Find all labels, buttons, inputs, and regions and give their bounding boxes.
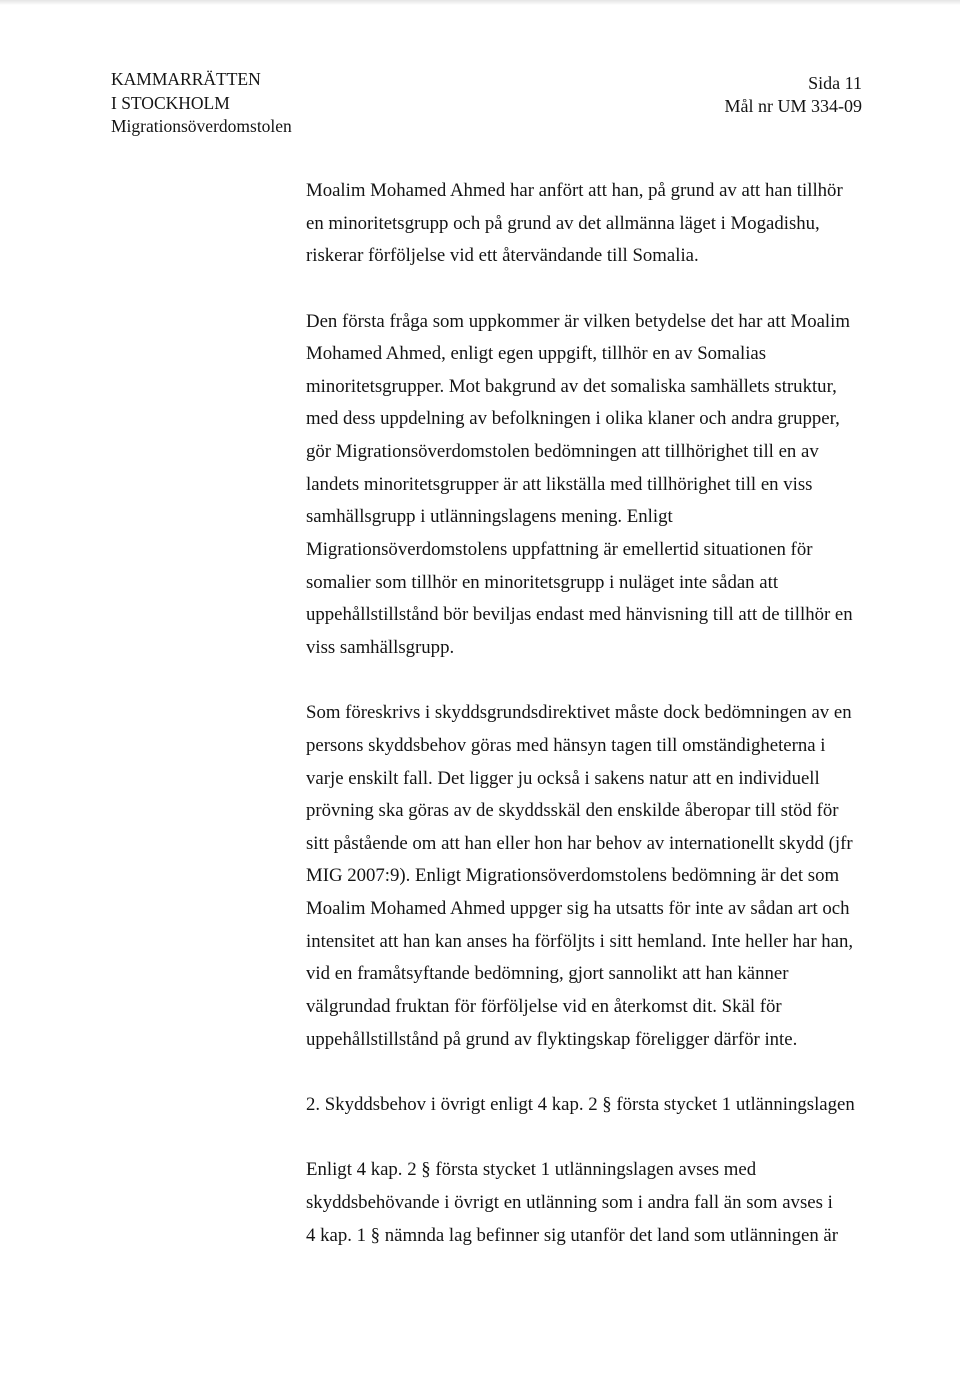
paragraph-line: Moalim Mohamed Ahmed har anfört att han, på grund av att han tillhör <box>306 180 843 201</box>
paragraph-line: uppehållstillstånd på grund av flyktingskap föreligger därför inte. <box>306 1028 798 1050</box>
paragraph-line: en minoritetsgrupp och på grund av det allmänna läget i Mogadishu, <box>306 212 820 234</box>
court-header <box>111 68 292 139</box>
paragraph-line: med dess uppdelning av befolkningen i olika klaner och andra grupper, <box>306 408 840 430</box>
court-division: Migrationsöverdomstolen <box>111 116 292 136</box>
paragraph-3 <box>306 697 886 1056</box>
page-number: Sida 11 <box>808 73 862 93</box>
paragraph-line: MIG 2007:9). Enligt Migrationsöverdomstolens bedömning är det som <box>306 865 840 887</box>
paragraph-line: varje enskilt fall. Det ligger ju också i sakens natur att en individuell <box>306 767 820 789</box>
paragraph-line: Mohamed Ahmed, enligt egen uppgift, tillhör en av Somalias <box>306 343 767 365</box>
case-number: Mål nr UM 334-09 <box>724 96 862 116</box>
paragraph-line: viss samhällsgrupp. <box>306 636 455 658</box>
paragraph-line: minoritetsgrupper. Mot bakgrund av det somaliska samhällets struktur, <box>306 375 837 397</box>
paragraph-line: Enligt 4 kap. 2 § första stycket 1 utlänningslagen avses med <box>306 1159 757 1181</box>
paragraph-line: Migrationsöverdomstolens uppfattning är emellertid situationen för <box>306 539 813 561</box>
paragraph-line: välgrundad fruktan för förföljelse vid en återkomst dit. Skäl för <box>306 996 782 1018</box>
paragraph-4 <box>306 1154 886 1252</box>
court-city: I STOCKHOLM <box>111 92 230 113</box>
paragraph-line: intensitet att han kan anses ha förföljts i sitt hemland. Inte heller har han, <box>306 930 854 952</box>
paragraph-line: persons skyddsbehov göras med hänsyn tagen till omständigheterna i <box>306 734 826 756</box>
section-heading: 2. Skyddsbehov i övrigt enligt 4 kap. 2 § första stycket 1 utlänningslagen <box>306 1093 855 1115</box>
case-header <box>725 72 863 118</box>
paragraph-line: gör Migrationsöverdomstolen bedömningen att tillhörighet till en av <box>306 441 819 463</box>
paragraph-line: Den första fråga som uppkommer är vilken betydelse det har att Moalim <box>306 310 850 332</box>
paragraph-line: uppehållstillstånd bör beviljas endast med hänvisning till att de tillhör en <box>306 604 853 626</box>
paragraph-line: 4 kap. 1 § nämnda lag befinner sig utanför det land som utlänningen är <box>306 1224 838 1246</box>
paragraph-line: samhällsgrupp i utlänningslagens mening. Enligt <box>306 506 673 528</box>
paragraph-line: Som föreskrivs i skyddsgrundsdirektivet måste dock bedömningen av en <box>306 702 852 724</box>
paragraph-line: vid en framåtsyftande bedömning, gjort sannolikt att han känner <box>306 963 789 985</box>
paragraph-line: landets minoritetsgrupper är att likställa med tillhörighet till en viss <box>306 473 813 495</box>
paragraph-1 <box>306 175 886 273</box>
paragraph-line: skyddsbehövande i övrigt en utlänning som i andra fall än som avses i <box>306 1191 833 1213</box>
paragraph-line: riskerar förföljelse vid ett återvändande till Somalia. <box>306 245 699 267</box>
court-name: KAMMARRÄTTEN <box>111 69 261 89</box>
paragraph-line: Moalim Mohamed Ahmed uppger sig ha utsatts för inte av sådan art och <box>306 898 850 920</box>
paragraph-line: sitt påstående om att han eller hon har behov av internationellt skydd (jfr <box>306 832 853 854</box>
document-body <box>306 175 886 1285</box>
paragraph-line: somalier som tillhör en minoritetsgrupp i nuläget inte sådan att <box>306 571 779 593</box>
paragraph-line: prövning ska göras av de skyddsskäl den enskilde åberopar till stöd för <box>306 800 839 822</box>
scan-edge <box>0 0 960 5</box>
paragraph-2 <box>306 306 886 665</box>
